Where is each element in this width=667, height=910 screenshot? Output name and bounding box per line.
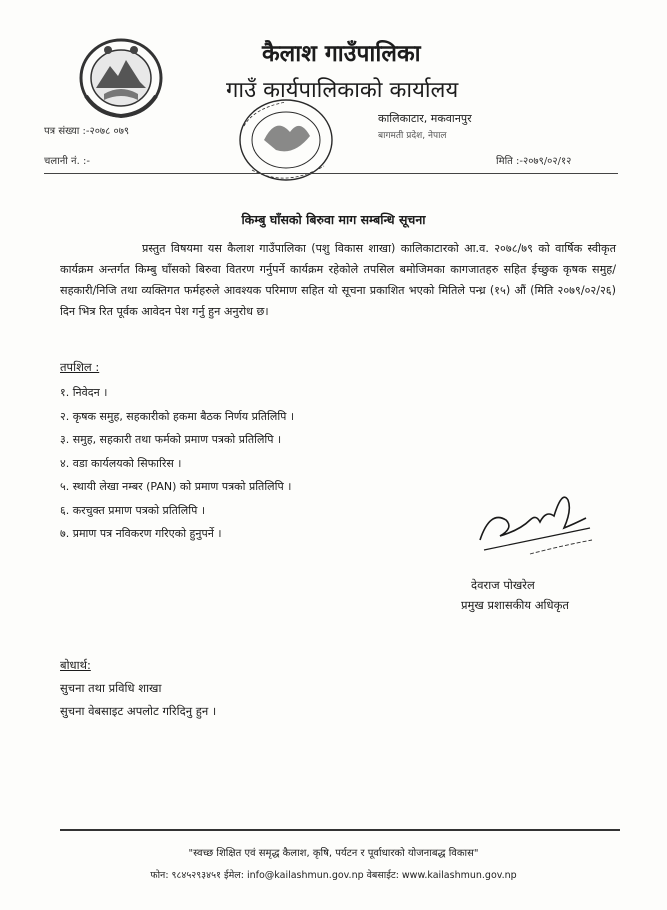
signatory-title: प्रमुख प्रशासकीय अधिकृत [461, 598, 569, 612]
list-item: ३. समुह, सहकारी तथा फर्मको प्रमाण पत्रको प्रतिलिपि । [60, 433, 282, 446]
list-item: २. कृषक समुह, सहकारीको हकमा बैठक निर्णय प्रतिलिपि । [60, 409, 295, 423]
address-line-2: बागमती प्रदेश, नेपाल [378, 131, 447, 141]
requirements-list [60, 381, 294, 546]
office-stamp [224, 96, 354, 190]
list-item: ६. करचुक्त प्रमाण पत्रको प्रतिलिपि । [60, 503, 206, 517]
list-item: सुचना तथा प्रविधि शाखा [60, 681, 162, 695]
notice-body: प्रस्तुत विषयमा यस कैलाश गाउँपालिका (पशु विकास शाखा) कालिकाटारको आ.व. २०७८/७९ को वार्षिक स्वीकृत कार्यक्रम अन्तर्गत किम्बु घाँसको बिरुवा वितरण गर्नुपर्ने कार्यक्रम रहेकोले तपसिल बमोजिमका कागजातहरु सहित ईच्छुक कृषक समुह/सहकारी/निजि तथा व्यक्तिगत फर्महरुले आवश्यक परिमाण सहित यो सूचना प्रकाशित भएको मितिले पन्ध्र (१५) औं (मिति २०७९/०२/२६) दिन भित्र रित पूर्वक आवेदन पेश गर्नु हुन अनुरोध छ। [60, 242, 616, 318]
letter-date: मिति :-२०७९/०२/१२ [496, 156, 572, 167]
list-item: ४. वडा कार्यलयको सिफारिस । [60, 456, 182, 470]
office-name: कैलाश गाउँपालिका [262, 41, 421, 67]
handwritten-signature [470, 470, 600, 560]
tapashil-heading: तपशिल : [60, 360, 100, 374]
reference-number: पत्र संख्या :-२०७८ ०७९ [44, 126, 130, 137]
notice-subject: किम्बु घाँसको बिरुवा माग सम्बन्धि सूचना [241, 212, 426, 227]
list-item: सुचना वेबसाइट अपलोट गरिदिनु हुन । [60, 704, 217, 718]
list-item: ७. प्रमाण पत्र नविकरण गरिएको हुनुपर्ने । [60, 527, 222, 540]
signatory-name: देवराज पोखरेल [471, 578, 535, 592]
cc-list [60, 677, 216, 723]
list-item: १. निवेदन । [60, 386, 108, 399]
header-divider [44, 173, 618, 174]
footer-divider [60, 829, 620, 831]
list-item: ५. स्थायी लेखा नम्बर (PAN) को प्रमाण पत्रको प्रतिलिपि । [60, 480, 292, 493]
cc-heading: बोधार्थ: [60, 658, 91, 672]
nepal-emblem-logo [78, 36, 164, 120]
footer-slogan: "स्वच्छ शिक्षित एवं समृद्ध कैलाश, कृषि, पर्यटन र पूर्वाधारको योजनाबद्ध विकास" [188, 848, 479, 859]
office-subtitle: गाउँ कार्यपालिकाको कार्यालय [226, 78, 459, 103]
dispatch-number: चलानी नं. :- [44, 156, 90, 167]
address-line-1: कालिकाटार, मकवानपुर [378, 112, 472, 125]
footer-contact: फोन: ९८४५२९३४५१ ईमेल: info@kailashmun.gov.np वेबसाईट: www.kailashmun.gov.np [150, 870, 517, 881]
